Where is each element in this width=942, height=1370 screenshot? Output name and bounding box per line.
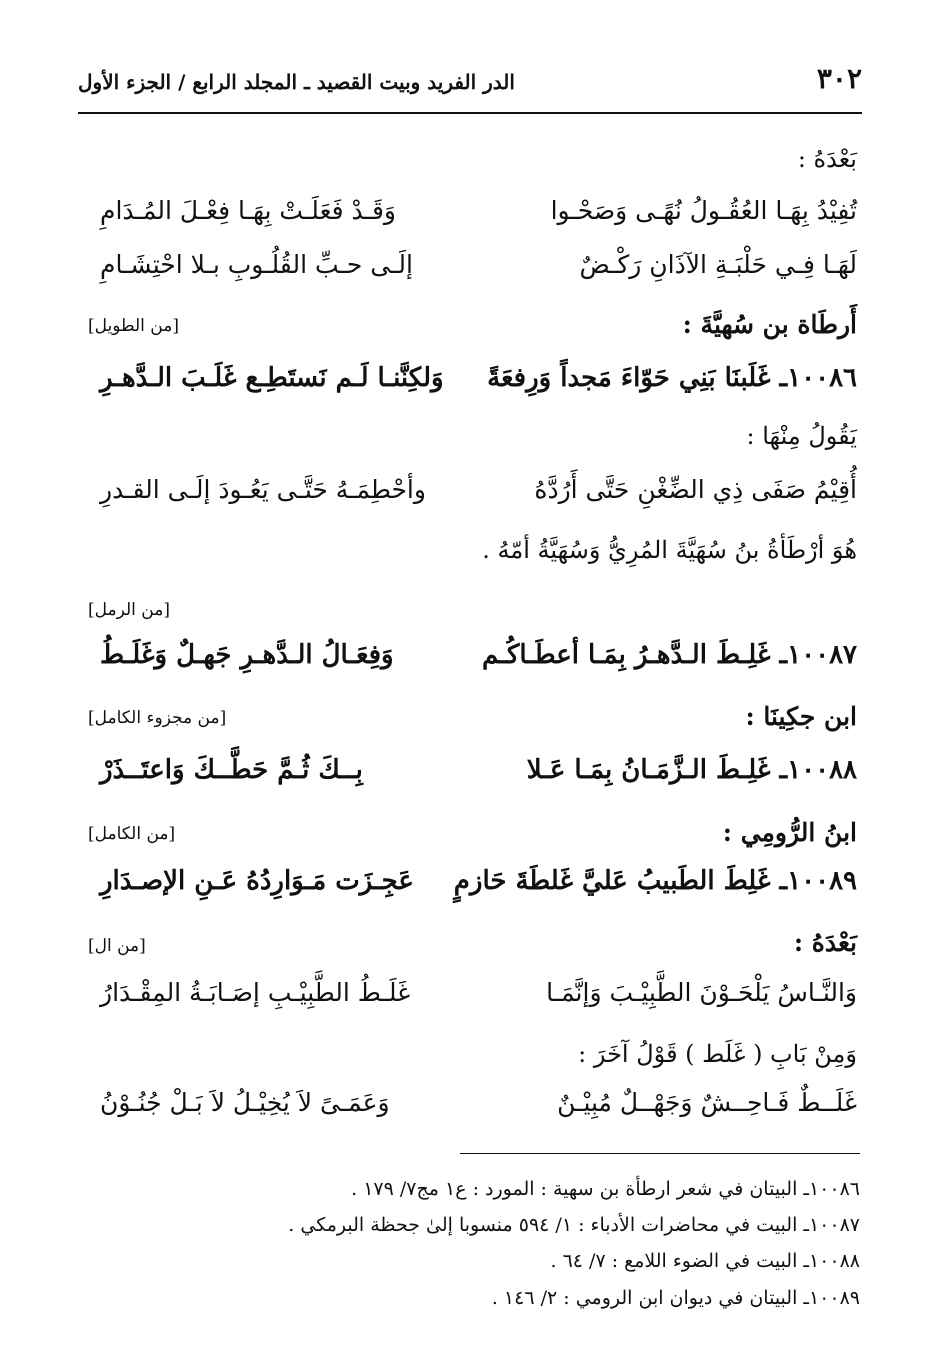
prose-note: هُوَ أرْطَأةُ بنُ سُهَيَّةَ المُرِيُّ وَسُهَيَّةُ أمّهُ . [482, 536, 857, 564]
verse-first-hemistich: ١٠٠٨٨ـ غَلِـطَ الـزَّمَـانُ بِمَـا عَـلا [526, 755, 857, 785]
footnote-rule [460, 1153, 860, 1154]
intro-line: بَعْدَهُ : [797, 145, 857, 173]
meter-label: [من الكامل] [88, 824, 176, 844]
verse-second-hemistich: إلَـى حـبِّ القُلُـوبِ بـلا احْتِشَـامِ [100, 250, 413, 279]
verse-first-hemistich: تُفِيْدُ بِهَـا العُقُـولُ نُهًـى وَصَحْـوا [550, 196, 857, 225]
verse-second-hemistich: وَقَـدْ فَعَلَـتْ بِهَـا فِعْـلَ المُـدَامِ [100, 196, 396, 225]
verse-row [100, 250, 857, 294]
running-title: الدر الفريد وبيت القصيد ـ المجلد الرابع / الجزء الأول [78, 70, 515, 94]
numbered-verse-row [100, 640, 857, 684]
verse-first-hemistich: ١٠٠٨٧ـ غَلِـطَ الـدَّهـرُ بِمَـا أعطَـاكُـم [482, 640, 857, 670]
verse-second-hemistich: وَفِعَـالُ الـدَّهـرِ جَهـلٌ وَغَلَـطُ [100, 640, 394, 670]
numbered-verse-row [100, 755, 857, 799]
page-header [78, 62, 862, 102]
poet-heading: ابن جكِينَا : [745, 702, 857, 731]
poet-heading: بَعْدَهُ : [793, 928, 857, 957]
numbered-verse-row [100, 866, 857, 910]
header-rule [78, 112, 862, 114]
meter-label: [من الرمل] [88, 600, 170, 620]
footnote: ١٠٠٨٧ـ البيت في محاضرات الأدباء : ١/ ٥٩٤ منسوبا إلىٰ جحظة البرمكي . [288, 1214, 860, 1236]
verse-second-hemistich: بِــكَ ثُـمَّ حَطَّــكَ وَاعتَــذَرْ [100, 755, 363, 785]
verse-row [100, 475, 857, 519]
poet-heading: ابنُ الرُّومِي : [722, 818, 857, 847]
verse-row [100, 196, 857, 240]
verse-first-hemistich: ١٠٠٨٩ـ غَلِطَ الطَبيبُ عَليَّ غَلطَةَ حَازمٍ [453, 866, 857, 896]
verse-row [100, 1088, 857, 1132]
verse-second-hemistich: وَعَمَـىً لاَ يُخِيْـلُ لاَ بَـلْ جُنُـوْنُ [100, 1088, 390, 1117]
meter-label: [من مجزوء الكامل] [88, 708, 227, 728]
verse-first-hemistich: لَهَـا فِـي حَلْبَـةِ الآذَانِ رَكْـضٌ [579, 250, 857, 279]
footnote: ١٠٠٨٩ـ البيتان في ديوان ابن الرومي : ٢/ ١٤٦ . [491, 1287, 860, 1309]
footnote: ١٠٠٨٦ـ البيتان في شعر ارطأة بن سهية : المورد : ع١ مج٧/ ١٧٩ . [351, 1178, 860, 1200]
poet-heading: أَرطَاة بن سُهيَّةَ : [682, 310, 857, 339]
footnote: ١٠٠٨٨ـ البيت في الضوء اللامع : ٧/ ٦٤ . [550, 1250, 860, 1272]
numbered-verse-row [100, 363, 857, 407]
meter-label: [من الطويل] [88, 316, 179, 336]
intro-line: يَقُولُ مِنْهَا : [746, 422, 857, 450]
verse-row [100, 978, 857, 1022]
verse-second-hemistich: وأحْطِمَـهُ حَتَّـى يَعُـودَ إلَـى القـدرِ [100, 475, 426, 504]
verse-first-hemistich: ١٠٠٨٦ـ غَلَبنَا بَنِي حَوّاءَ مَجداً وَرِفعَةً [487, 363, 857, 393]
verse-second-hemistich: غَلَـطُ الطَّبِيْـبِ إصَـابَـةُ المِقْـدَارُ [100, 978, 411, 1007]
verse-first-hemistich: وَالنَّـاسُ يَلْحَـوْنَ الطَّبِيْـبَ وَإنَّمَـا [546, 978, 857, 1007]
verse-second-hemistich: وَلكِنَّنـا لَـم نَستَطِـع غَلَـبَ الـدَّهـرِ [100, 363, 444, 393]
verse-first-hemistich: غَلَــطٌ فَـاحِــشٌ وَجَهْــلٌ مُبِيْـنٌ [557, 1088, 857, 1117]
verse-second-hemistich: عَجِـزَت مَـوَارِدُهُ عَـنِ الإصـدَارِ [100, 866, 414, 896]
verse-first-hemistich: أُقِيْمُ صَفَى ذِي الضِّغْنِ حَتَّى أَرُدَّهُ [534, 475, 857, 504]
page-number: ٣٠٢ [816, 62, 862, 95]
meter-label: [من ال] [88, 936, 146, 956]
prose-note: وَمِنْ بَابِ ( غَلَط ) قَوْلُ آخَرَ : [578, 1040, 857, 1068]
